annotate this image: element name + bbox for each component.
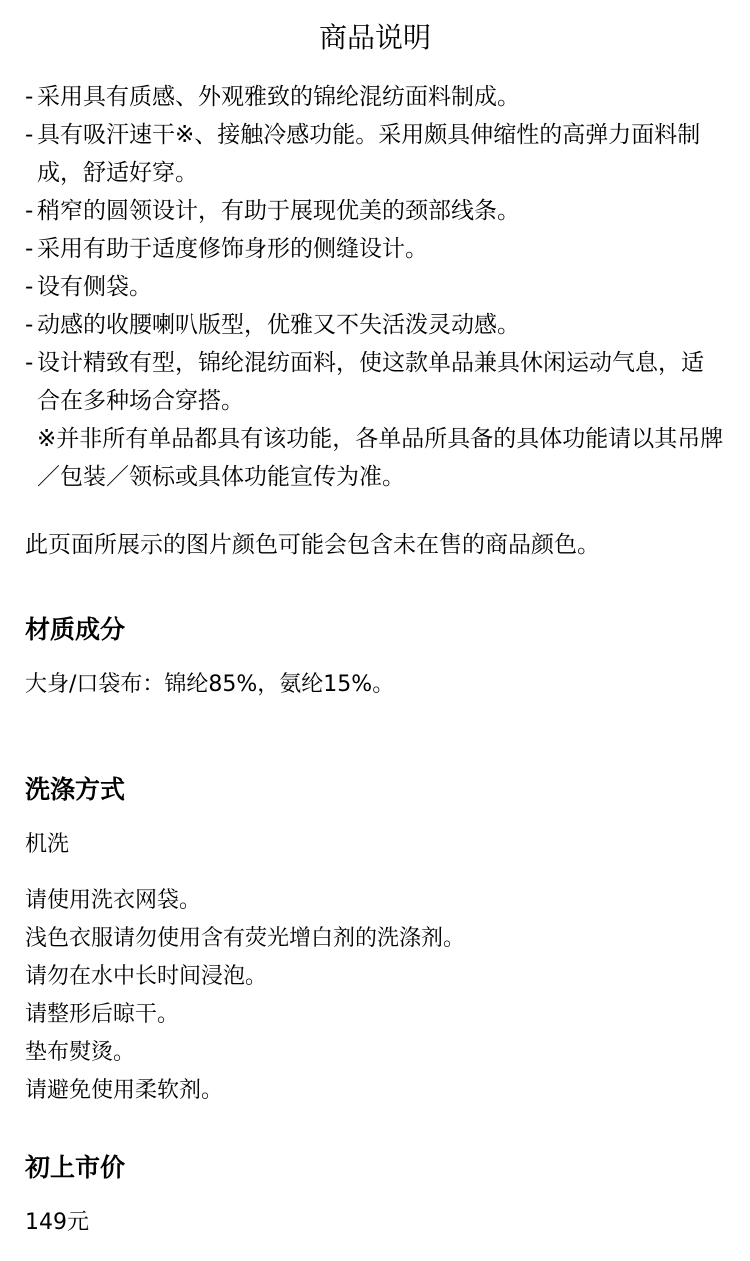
initial-price: 149元 — [25, 1210, 89, 1235]
description-item: - 具有吸汗速干※、接触冷感功能。采用颇具伸缩性的高弹力面料制成，舒适好穿。 — [25, 116, 725, 192]
description-list — [25, 78, 725, 496]
washing-heading: 洗涤方式 — [25, 775, 126, 804]
page-title: 商品说明 — [318, 21, 431, 54]
description-item: - 设有侧袋。 — [25, 268, 725, 306]
material-composition: 大身/口袋布：锦纶85%，氨纶15%。 — [25, 672, 395, 697]
washing-instruction: 请避免使用柔软剂。 — [25, 1078, 224, 1103]
description-item: - 采用具有质感、外观雅致的锦纶混纺面料制成。 — [25, 78, 725, 116]
color-note: 此页面所展示的图片颜色可能会包含未在售的商品颜色。 — [25, 532, 600, 558]
description-item: - 设计精致有型，锦纶混纺面料，使这款单品兼具休闲运动气息，适合在多种场合穿搭。 — [25, 344, 725, 420]
washing-instruction: 浅色衣服请勿使用含有荧光增白剂的洗涤剂。 — [25, 926, 466, 951]
description-item: - 稍窄的圆领设计，有助于展现优美的颈部线条。 — [25, 192, 725, 230]
washing-method: 机洗 — [25, 832, 70, 857]
description-item: - 采用有助于适度修饰身形的侧缝设计。 — [25, 230, 725, 268]
washing-instruction: 请勿在水中长时间浸泡。 — [25, 964, 268, 989]
description-item: - 动感的收腰喇叭版型，优雅又不失活泼灵动感。 — [25, 306, 725, 344]
washing-instructions — [25, 882, 725, 1110]
material-heading: 材质成分 — [25, 615, 126, 644]
washing-instruction: 请使用洗衣网袋。 — [25, 888, 202, 913]
price-heading: 初上市价 — [25, 1153, 126, 1182]
function-disclaimer: ※并非所有单品都具有该功能，各单品所具备的具体功能请以其吊牌／包装／领标或具体功能宣传为准。 — [37, 426, 724, 490]
washing-instruction: 请整形后晾干。 — [25, 1002, 180, 1027]
washing-instruction: 垫布熨烫。 — [25, 1040, 136, 1065]
